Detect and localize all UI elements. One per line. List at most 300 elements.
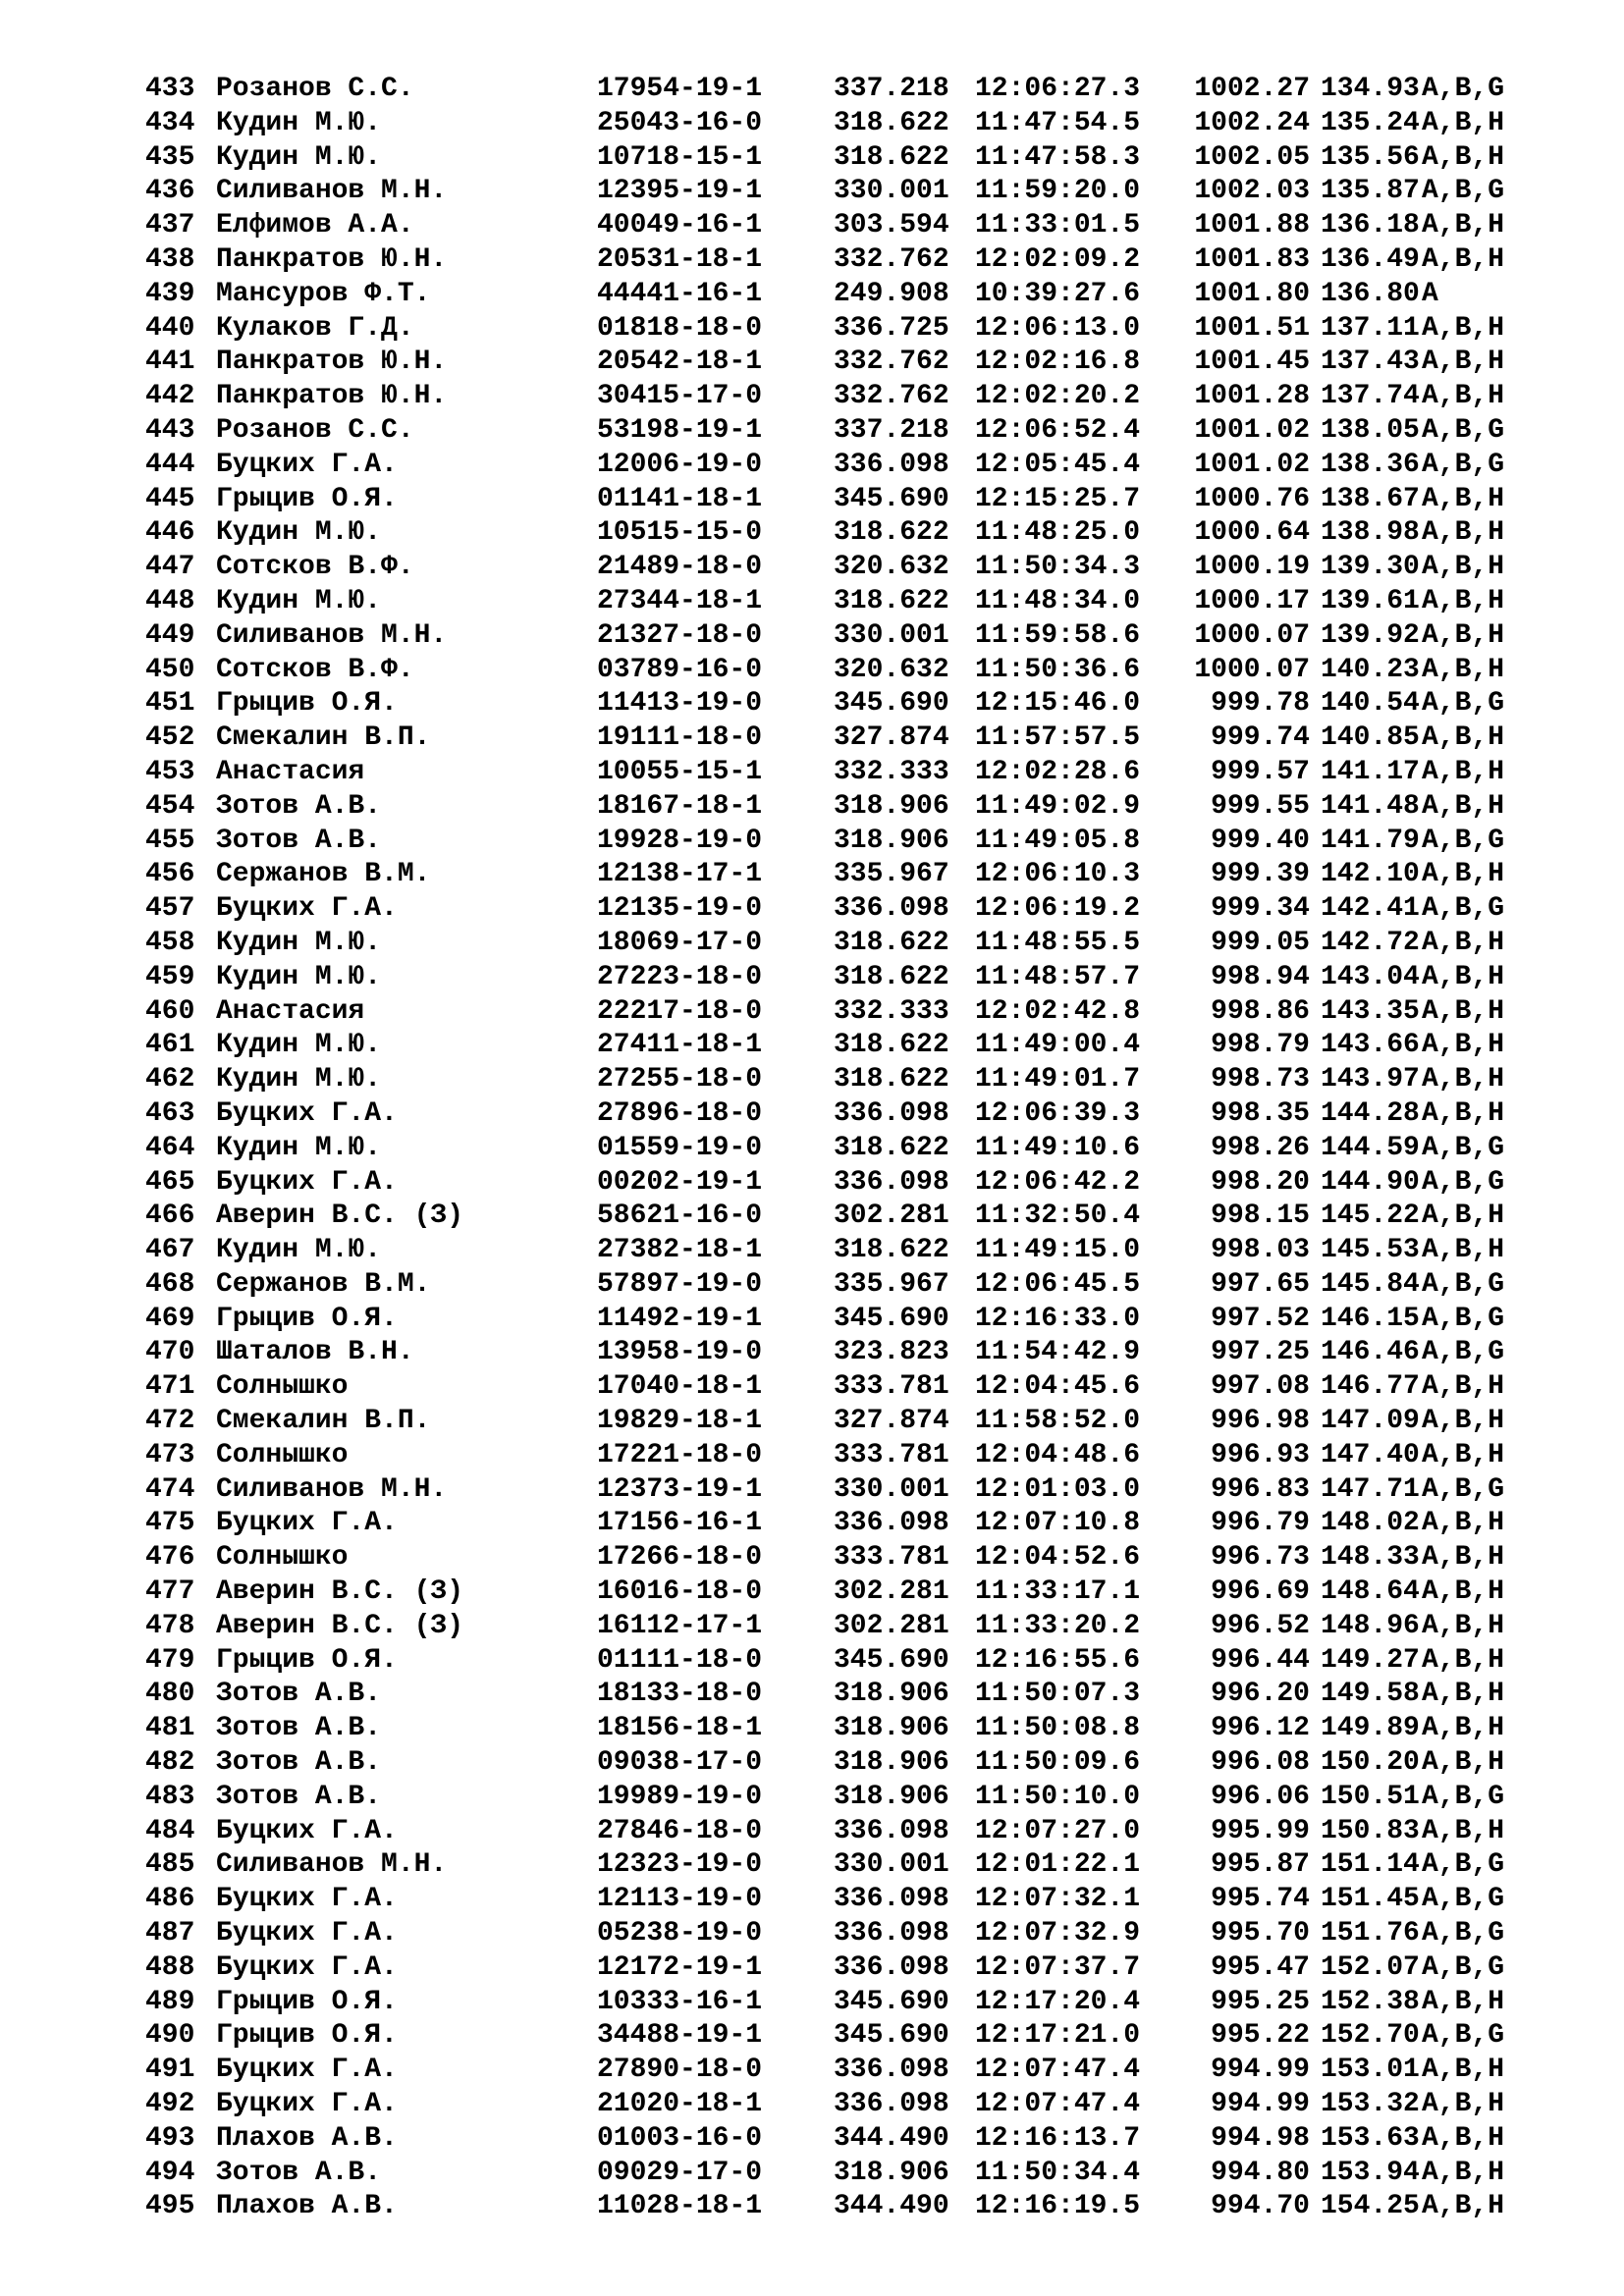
arrival-time: 12:16:55.6 bbox=[975, 1644, 1141, 1676]
points: 139.30 bbox=[1321, 552, 1420, 583]
ring-code: 01141-18-1 bbox=[597, 483, 763, 514]
points: 152.70 bbox=[1321, 2020, 1420, 2052]
participant-name: Кудин М.Ю. bbox=[216, 1064, 382, 1095]
points: 153.32 bbox=[1321, 2089, 1420, 2120]
speed: 995.87 bbox=[1211, 1849, 1310, 1881]
participant-name: Кудин М.Ю. bbox=[216, 107, 382, 138]
ring-code: 10718-15-1 bbox=[597, 141, 763, 173]
speed: 997.65 bbox=[1211, 1268, 1310, 1300]
ring-code: 19989-19-0 bbox=[597, 1781, 763, 1812]
distance: 333.781 bbox=[834, 1439, 949, 1470]
ring-code: 17266-18-0 bbox=[597, 1542, 763, 1574]
distance: 318.906 bbox=[834, 1747, 949, 1779]
distance: 330.001 bbox=[834, 1849, 949, 1881]
groups: A,B,H bbox=[1422, 1097, 1505, 1129]
groups: A,B,H bbox=[1422, 585, 1505, 616]
participant-name: Силиванов М.Н. bbox=[216, 1849, 448, 1881]
groups: A,B,G bbox=[1422, 1781, 1505, 1812]
speed: 999.40 bbox=[1211, 825, 1310, 856]
points: 144.28 bbox=[1321, 1097, 1420, 1129]
place-number: 461 bbox=[145, 1030, 195, 1061]
ring-code: 20531-18-1 bbox=[597, 243, 763, 275]
place-number: 448 bbox=[145, 585, 195, 616]
ring-code: 17221-18-0 bbox=[597, 1439, 763, 1470]
arrival-time: 11:58:52.0 bbox=[975, 1406, 1141, 1437]
speed: 1001.02 bbox=[1194, 414, 1310, 446]
table-row bbox=[145, 1303, 1569, 1337]
place-number: 475 bbox=[145, 1508, 195, 1539]
ring-code: 16016-18-0 bbox=[597, 1576, 763, 1608]
points: 153.63 bbox=[1321, 2122, 1420, 2154]
ring-code: 58621-16-0 bbox=[597, 1201, 763, 1232]
participant-name: Кудин М.Ю. bbox=[216, 141, 382, 173]
place-number: 478 bbox=[145, 1610, 195, 1641]
points: 137.43 bbox=[1321, 347, 1420, 378]
ring-code: 18069-17-0 bbox=[597, 927, 763, 958]
speed: 1001.02 bbox=[1194, 449, 1310, 480]
points: 148.33 bbox=[1321, 1542, 1420, 1574]
speed: 998.73 bbox=[1211, 1064, 1310, 1095]
place-number: 493 bbox=[145, 2122, 195, 2154]
ring-code: 01559-19-0 bbox=[597, 1132, 763, 1163]
participant-name: Кудин М.Ю. bbox=[216, 927, 382, 958]
table-row bbox=[145, 1132, 1569, 1166]
place-number: 468 bbox=[145, 1268, 195, 1300]
points: 150.51 bbox=[1321, 1781, 1420, 1812]
distance: 318.622 bbox=[834, 141, 949, 173]
points: 142.41 bbox=[1321, 893, 1420, 925]
speed: 996.08 bbox=[1211, 1747, 1310, 1779]
ring-code: 11492-19-1 bbox=[597, 1303, 763, 1334]
table-row bbox=[145, 2088, 1569, 2122]
arrival-time: 12:17:20.4 bbox=[975, 1986, 1141, 2017]
arrival-time: 11:49:02.9 bbox=[975, 790, 1141, 822]
arrival-time: 12:07:47.4 bbox=[975, 2089, 1141, 2120]
distance: 336.725 bbox=[834, 312, 949, 344]
points: 140.23 bbox=[1321, 654, 1420, 685]
ring-code: 18156-18-1 bbox=[597, 1713, 763, 1744]
arrival-time: 11:50:36.6 bbox=[975, 654, 1141, 685]
distance: 344.490 bbox=[834, 2122, 949, 2154]
table-row bbox=[145, 2190, 1569, 2224]
points: 144.90 bbox=[1321, 1166, 1420, 1198]
place-number: 443 bbox=[145, 414, 195, 446]
table-row bbox=[145, 2054, 1569, 2088]
arrival-time: 11:48:57.7 bbox=[975, 961, 1141, 992]
groups: A,B,H bbox=[1422, 1713, 1505, 1744]
participant-name: Анастасия bbox=[216, 995, 365, 1027]
place-number: 437 bbox=[145, 210, 195, 241]
distance: 330.001 bbox=[834, 176, 949, 207]
place-number: 452 bbox=[145, 722, 195, 754]
participant-name: Зотов А.В. bbox=[216, 2157, 382, 2188]
arrival-time: 12:01:22.1 bbox=[975, 1849, 1141, 1881]
arrival-time: 11:47:58.3 bbox=[975, 141, 1141, 173]
arrival-time: 12:02:28.6 bbox=[975, 756, 1141, 787]
place-number: 477 bbox=[145, 1576, 195, 1608]
place-number: 474 bbox=[145, 1473, 195, 1505]
distance: 336.098 bbox=[834, 1951, 949, 1983]
table-row bbox=[145, 1029, 1569, 1063]
groups: A,B,G bbox=[1422, 1166, 1505, 1198]
ring-code: 18167-18-1 bbox=[597, 790, 763, 822]
speed: 997.52 bbox=[1211, 1303, 1310, 1334]
groups: A,B,H bbox=[1422, 927, 1505, 958]
ring-code: 27382-18-1 bbox=[597, 1235, 763, 1266]
points: 153.94 bbox=[1321, 2157, 1420, 2188]
groups: A,B,H bbox=[1422, 1986, 1505, 2017]
table-row bbox=[145, 278, 1569, 312]
ring-code: 19829-18-1 bbox=[597, 1406, 763, 1437]
place-number: 485 bbox=[145, 1849, 195, 1881]
participant-name: Буцких Г.А. bbox=[216, 449, 398, 480]
speed: 994.98 bbox=[1211, 2122, 1310, 2154]
place-number: 438 bbox=[145, 243, 195, 275]
place-number: 457 bbox=[145, 893, 195, 925]
points: 136.80 bbox=[1321, 278, 1420, 309]
table-row bbox=[145, 516, 1569, 551]
arrival-time: 11:57:57.5 bbox=[975, 722, 1141, 754]
table-row bbox=[145, 1268, 1569, 1303]
arrival-time: 12:06:13.0 bbox=[975, 312, 1141, 344]
table-row bbox=[145, 1951, 1569, 1986]
speed: 1002.05 bbox=[1194, 141, 1310, 173]
arrival-time: 12:02:16.8 bbox=[975, 347, 1141, 378]
speed: 1001.88 bbox=[1194, 210, 1310, 241]
place-number: 467 bbox=[145, 1235, 195, 1266]
participant-name: Панкратов Ю.Н. bbox=[216, 243, 448, 275]
table-row bbox=[145, 1781, 1569, 1815]
participant-name: Аверин В.С. (З) bbox=[216, 1576, 464, 1608]
distance: 318.622 bbox=[834, 927, 949, 958]
speed: 996.12 bbox=[1211, 1713, 1310, 1744]
distance: 249.908 bbox=[834, 278, 949, 309]
place-number: 472 bbox=[145, 1406, 195, 1437]
place-number: 464 bbox=[145, 1132, 195, 1163]
table-row bbox=[145, 721, 1569, 756]
groups: A,B,H bbox=[1422, 210, 1505, 241]
table-row bbox=[145, 1986, 1569, 2020]
participant-name: Грыцив О.Я. bbox=[216, 2020, 398, 2052]
distance: 318.622 bbox=[834, 517, 949, 549]
distance: 330.001 bbox=[834, 1473, 949, 1505]
place-number: 439 bbox=[145, 278, 195, 309]
arrival-time: 12:02:20.2 bbox=[975, 381, 1141, 412]
ring-code: 12138-17-1 bbox=[597, 859, 763, 890]
distance: 336.098 bbox=[834, 2089, 949, 2120]
arrival-time: 12:04:52.6 bbox=[975, 1542, 1141, 1574]
points: 139.61 bbox=[1321, 585, 1420, 616]
table-row bbox=[145, 73, 1569, 107]
place-number: 469 bbox=[145, 1303, 195, 1334]
place-number: 454 bbox=[145, 790, 195, 822]
points: 149.27 bbox=[1321, 1644, 1420, 1676]
table-row bbox=[145, 892, 1569, 927]
points: 147.40 bbox=[1321, 1439, 1420, 1470]
place-number: 433 bbox=[145, 74, 195, 104]
participant-name: Силиванов М.Н. bbox=[216, 176, 448, 207]
groups: A,B,H bbox=[1422, 107, 1505, 138]
distance: 336.098 bbox=[834, 2055, 949, 2086]
groups: A,B,H bbox=[1422, 1235, 1505, 1266]
points: 148.64 bbox=[1321, 1576, 1420, 1608]
ring-code: 34488-19-1 bbox=[597, 2020, 763, 2052]
table-row bbox=[145, 141, 1569, 176]
ring-code: 03789-16-0 bbox=[597, 654, 763, 685]
participant-name: Сержанов В.М. bbox=[216, 859, 431, 890]
speed: 996.93 bbox=[1211, 1439, 1310, 1470]
distance: 327.874 bbox=[834, 1406, 949, 1437]
distance: 332.762 bbox=[834, 347, 949, 378]
table-row bbox=[145, 1336, 1569, 1370]
participant-name: Солнышко bbox=[216, 1371, 349, 1403]
points: 152.38 bbox=[1321, 1986, 1420, 2017]
results-table bbox=[145, 73, 1569, 2224]
groups: A bbox=[1422, 278, 1438, 309]
speed: 996.79 bbox=[1211, 1508, 1310, 1539]
distance: 303.594 bbox=[834, 210, 949, 241]
groups: A,B,H bbox=[1422, 2055, 1505, 2086]
ring-code: 11413-19-0 bbox=[597, 688, 763, 720]
points: 151.14 bbox=[1321, 1849, 1420, 1881]
ring-code: 27896-18-0 bbox=[597, 1097, 763, 1129]
arrival-time: 12:02:09.2 bbox=[975, 243, 1141, 275]
speed: 998.20 bbox=[1211, 1166, 1310, 1198]
table-row bbox=[145, 1439, 1569, 1473]
participant-name: Солнышко bbox=[216, 1542, 349, 1574]
ring-code: 30415-17-0 bbox=[597, 381, 763, 412]
points: 138.98 bbox=[1321, 517, 1420, 549]
points: 148.96 bbox=[1321, 1610, 1420, 1641]
ring-code: 19111-18-0 bbox=[597, 722, 763, 754]
ring-code: 09029-17-0 bbox=[597, 2157, 763, 2188]
points: 152.07 bbox=[1321, 1951, 1420, 1983]
speed: 998.03 bbox=[1211, 1235, 1310, 1266]
table-row bbox=[145, 1166, 1569, 1201]
table-row bbox=[145, 858, 1569, 892]
speed: 1002.03 bbox=[1194, 176, 1310, 207]
distance: 320.632 bbox=[834, 552, 949, 583]
participant-name: Плахов А.В. bbox=[216, 2122, 398, 2154]
place-number: 481 bbox=[145, 1713, 195, 1744]
ring-code: 40049-16-1 bbox=[597, 210, 763, 241]
participant-name: Буцких Г.А. bbox=[216, 1918, 398, 1949]
arrival-time: 12:01:03.0 bbox=[975, 1473, 1141, 1505]
distance: 333.781 bbox=[834, 1542, 949, 1574]
arrival-time: 11:48:25.0 bbox=[975, 517, 1141, 549]
points: 151.45 bbox=[1321, 1884, 1420, 1915]
distance: 336.098 bbox=[834, 1884, 949, 1915]
table-row bbox=[145, 1917, 1569, 1951]
place-number: 492 bbox=[145, 2089, 195, 2120]
participant-name: Кудин М.Ю. bbox=[216, 517, 382, 549]
participant-name: Кулаков Г.Д. bbox=[216, 312, 414, 344]
place-number: 470 bbox=[145, 1337, 195, 1368]
ring-code: 12373-19-1 bbox=[597, 1473, 763, 1505]
table-row bbox=[145, 1234, 1569, 1268]
place-number: 489 bbox=[145, 1986, 195, 2017]
speed: 1000.19 bbox=[1194, 552, 1310, 583]
speed: 995.99 bbox=[1211, 1815, 1310, 1846]
arrival-time: 12:05:45.4 bbox=[975, 449, 1141, 480]
groups: A,B,H bbox=[1422, 1815, 1505, 1846]
points: 149.89 bbox=[1321, 1713, 1420, 1744]
arrival-time: 11:54:42.9 bbox=[975, 1337, 1141, 1368]
participant-name: Буцких Г.А. bbox=[216, 1097, 398, 1129]
points: 142.10 bbox=[1321, 859, 1420, 890]
speed: 996.52 bbox=[1211, 1610, 1310, 1641]
participant-name: Смекалин В.П. bbox=[216, 1406, 431, 1437]
table-row bbox=[145, 1883, 1569, 1917]
speed: 1001.51 bbox=[1194, 312, 1310, 344]
participant-name: Розанов С.С. bbox=[216, 74, 414, 104]
place-number: 491 bbox=[145, 2055, 195, 2086]
points: 147.71 bbox=[1321, 1473, 1420, 1505]
ring-code: 44441-16-1 bbox=[597, 278, 763, 309]
speed: 1002.27 bbox=[1194, 74, 1310, 104]
speed: 998.94 bbox=[1211, 961, 1310, 992]
ring-code: 16112-17-1 bbox=[597, 1610, 763, 1641]
distance: 335.967 bbox=[834, 1268, 949, 1300]
table-row bbox=[145, 1575, 1569, 1610]
groups: A,B,G bbox=[1422, 1849, 1505, 1881]
ring-code: 20542-18-1 bbox=[597, 347, 763, 378]
points: 141.17 bbox=[1321, 756, 1420, 787]
table-row bbox=[145, 1405, 1569, 1439]
table-row bbox=[145, 2122, 1569, 2157]
table-row bbox=[145, 346, 1569, 380]
ring-code: 12395-19-1 bbox=[597, 176, 763, 207]
distance: 332.762 bbox=[834, 381, 949, 412]
participant-name: Зотов А.В. bbox=[216, 1679, 382, 1710]
points: 135.56 bbox=[1321, 141, 1420, 173]
speed: 994.80 bbox=[1211, 2157, 1310, 2188]
groups: A,B,H bbox=[1422, 1201, 1505, 1232]
points: 138.67 bbox=[1321, 483, 1420, 514]
participant-name: Шаталов В.Н. bbox=[216, 1337, 414, 1368]
arrival-time: 11:49:05.8 bbox=[975, 825, 1141, 856]
table-row bbox=[145, 756, 1569, 790]
points: 139.92 bbox=[1321, 619, 1420, 651]
ring-code: 27846-18-0 bbox=[597, 1815, 763, 1846]
ring-code: 01111-18-0 bbox=[597, 1644, 763, 1676]
participant-name: Кудин М.Ю. bbox=[216, 1030, 382, 1061]
distance: 318.622 bbox=[834, 1132, 949, 1163]
points: 141.79 bbox=[1321, 825, 1420, 856]
table-row bbox=[145, 175, 1569, 209]
groups: A,B,H bbox=[1422, 1406, 1505, 1437]
place-number: 495 bbox=[145, 2191, 195, 2222]
place-number: 446 bbox=[145, 517, 195, 549]
arrival-time: 12:06:39.3 bbox=[975, 1097, 1141, 1129]
table-row bbox=[145, 1644, 1569, 1679]
ring-code: 01818-18-0 bbox=[597, 312, 763, 344]
speed: 996.44 bbox=[1211, 1644, 1310, 1676]
distance: 345.690 bbox=[834, 1303, 949, 1334]
groups: A,B,H bbox=[1422, 552, 1505, 583]
groups: A,B,G bbox=[1422, 1884, 1505, 1915]
participant-name: Кудин М.Ю. bbox=[216, 1235, 382, 1266]
distance: 345.690 bbox=[834, 1644, 949, 1676]
place-number: 447 bbox=[145, 552, 195, 583]
arrival-time: 11:33:20.2 bbox=[975, 1610, 1141, 1641]
participant-name: Буцких Г.А. bbox=[216, 1508, 398, 1539]
groups: A,B,H bbox=[1422, 243, 1505, 275]
place-number: 484 bbox=[145, 1815, 195, 1846]
arrival-time: 12:07:32.9 bbox=[975, 1918, 1141, 1949]
distance: 318.622 bbox=[834, 585, 949, 616]
arrival-time: 12:07:32.1 bbox=[975, 1884, 1141, 1915]
arrival-time: 12:06:19.2 bbox=[975, 893, 1141, 925]
participant-name: Буцких Г.А. bbox=[216, 1815, 398, 1846]
table-row bbox=[145, 585, 1569, 619]
place-number: 441 bbox=[145, 347, 195, 378]
place-number: 482 bbox=[145, 1747, 195, 1779]
speed: 996.98 bbox=[1211, 1406, 1310, 1437]
points: 149.58 bbox=[1321, 1679, 1420, 1710]
arrival-time: 11:32:50.4 bbox=[975, 1201, 1141, 1232]
speed: 998.35 bbox=[1211, 1097, 1310, 1129]
speed: 995.22 bbox=[1211, 2020, 1310, 2052]
speed: 998.26 bbox=[1211, 1132, 1310, 1163]
participant-name: Кудин М.Ю. bbox=[216, 585, 382, 616]
table-row bbox=[145, 551, 1569, 585]
speed: 997.08 bbox=[1211, 1371, 1310, 1403]
distance: 336.098 bbox=[834, 893, 949, 925]
arrival-time: 11:59:20.0 bbox=[975, 176, 1141, 207]
place-number: 445 bbox=[145, 483, 195, 514]
ring-code: 27411-18-1 bbox=[597, 1030, 763, 1061]
points: 140.54 bbox=[1321, 688, 1420, 720]
place-number: 444 bbox=[145, 449, 195, 480]
place-number: 463 bbox=[145, 1097, 195, 1129]
place-number: 494 bbox=[145, 2157, 195, 2188]
groups: A,B,G bbox=[1422, 1268, 1505, 1300]
points: 137.74 bbox=[1321, 381, 1420, 412]
arrival-time: 11:47:54.5 bbox=[975, 107, 1141, 138]
points: 146.15 bbox=[1321, 1303, 1420, 1334]
table-row bbox=[145, 1541, 1569, 1575]
groups: A,B,H bbox=[1422, 654, 1505, 685]
ring-code: 12113-19-0 bbox=[597, 1884, 763, 1915]
groups: A,B,H bbox=[1422, 1542, 1505, 1574]
table-row bbox=[145, 449, 1569, 483]
place-number: 483 bbox=[145, 1781, 195, 1812]
place-number: 455 bbox=[145, 825, 195, 856]
groups: A,B,H bbox=[1422, 995, 1505, 1027]
groups: A,B,H bbox=[1422, 619, 1505, 651]
arrival-time: 12:02:42.8 bbox=[975, 995, 1141, 1027]
arrival-time: 12:06:52.4 bbox=[975, 414, 1141, 446]
ring-code: 27890-18-0 bbox=[597, 2055, 763, 2086]
ring-code: 10515-15-0 bbox=[597, 517, 763, 549]
groups: A,B,G bbox=[1422, 74, 1505, 104]
table-row bbox=[145, 243, 1569, 278]
speed: 996.83 bbox=[1211, 1473, 1310, 1505]
distance: 337.218 bbox=[834, 74, 949, 104]
distance: 336.098 bbox=[834, 1097, 949, 1129]
distance: 345.690 bbox=[834, 2020, 949, 2052]
table-row bbox=[145, 312, 1569, 347]
groups: A,B,G bbox=[1422, 414, 1505, 446]
participant-name: Аверин В.С. (З) bbox=[216, 1610, 464, 1641]
speed: 999.05 bbox=[1211, 927, 1310, 958]
arrival-time: 12:04:45.6 bbox=[975, 1371, 1141, 1403]
arrival-time: 12:15:46.0 bbox=[975, 688, 1141, 720]
distance: 336.098 bbox=[834, 449, 949, 480]
ring-code: 57897-19-0 bbox=[597, 1268, 763, 1300]
points: 147.09 bbox=[1321, 1406, 1420, 1437]
